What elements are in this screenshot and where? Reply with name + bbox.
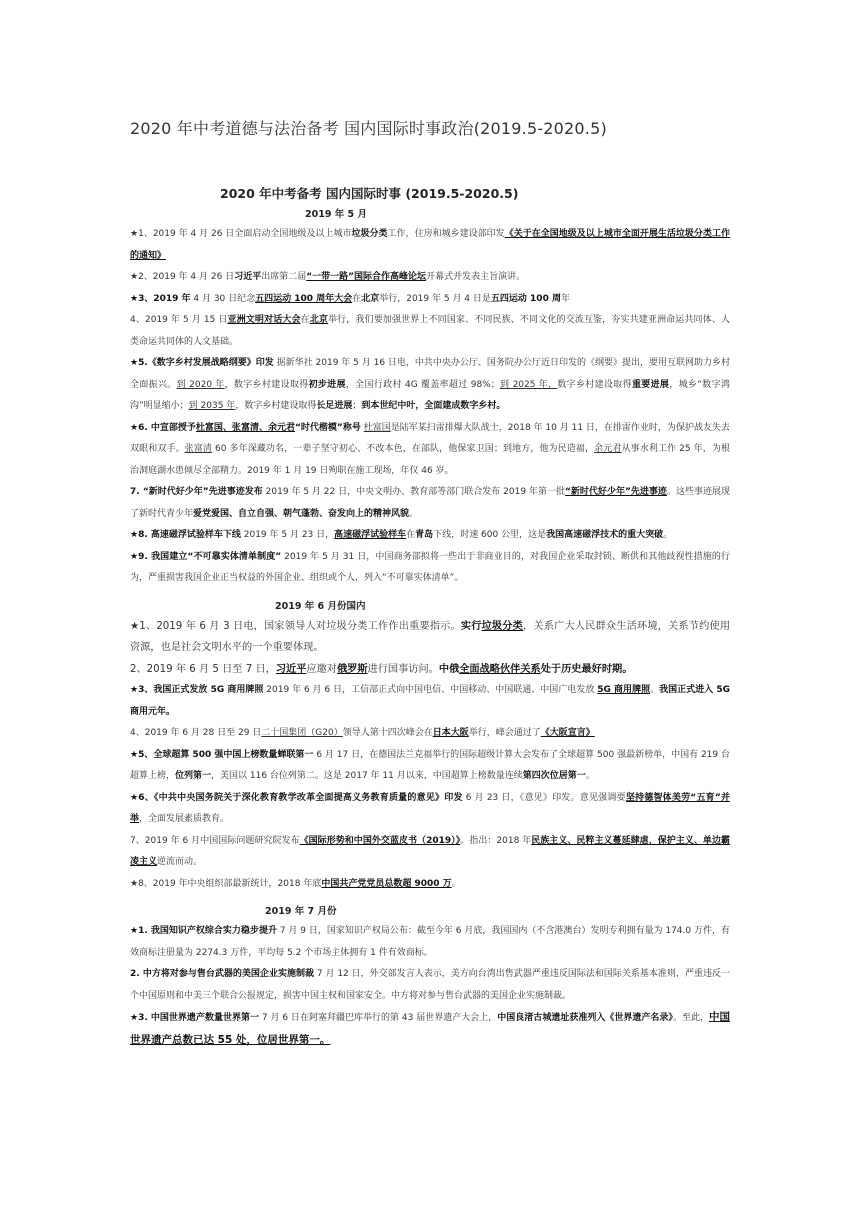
text-segment: 《国际形势和中国外交蓝皮书（2019）》 xyxy=(299,835,461,846)
news-item xyxy=(130,616,730,659)
news-item xyxy=(130,1007,730,1052)
text-segment: 坚持德智体美劳“五育”并举 xyxy=(130,792,730,824)
news-item xyxy=(130,224,730,267)
text-segment: 亚洲文明对话大会 xyxy=(227,315,301,325)
news-item xyxy=(130,659,730,681)
text-segment: 北京 xyxy=(361,293,380,304)
text-segment: 重要进展 xyxy=(631,379,670,390)
text-segment: 据新华社 2019 年 5 月 16 日电，中共中央办公厅、国务院办公厅近日印发的《纲要》提出，要用互联网助力乡村全面振兴。 xyxy=(130,358,730,390)
text-segment: 。这些事迹展现了新时代青少年 xyxy=(130,487,730,519)
text-segment: 4、2019 年 6 月 28 日至 29 日 xyxy=(130,728,262,738)
text-segment: 到本世纪中叶，全面建成数字乡村。 xyxy=(361,401,506,411)
text-segment: 6 月 23 日，《意见》印发。意见强调要 xyxy=(462,792,626,803)
text-segment: 杜富国 xyxy=(363,422,391,433)
text-segment: 张富清 xyxy=(184,444,213,454)
text-segment: 高速磁浮试验样车 xyxy=(334,530,407,540)
text-segment: ★5、全球超算 500 强中国上榜数量蝉联第一 xyxy=(130,749,314,760)
text-segment: 二十国集团（G20） xyxy=(261,728,343,738)
text-segment: ，全面发展素质教育。 xyxy=(139,814,230,824)
text-segment: ，数字乡村建设取得 xyxy=(224,379,309,390)
text-segment: “时代楷模”称号 xyxy=(294,422,361,433)
news-item xyxy=(130,289,730,311)
text-segment: ，美国以 116 台位列第二。这是 2017 年 11 月以来，中国超算上榜数量连续 xyxy=(211,771,523,781)
text-segment: 7、2019 年 6 月中国国际问题研究院发布 xyxy=(130,835,300,846)
text-segment: 6 月 17 日，在德国法兰克福举行的国际超级计算大会发布了全球超算 500 强最新榜单，中国有 219 台超算上榜， xyxy=(130,749,730,781)
text-segment: 到 2035 年 xyxy=(188,401,236,411)
text-segment: “一带一路”国际合作高峰论坛 xyxy=(306,272,427,282)
text-segment: 数字乡村建设取得 xyxy=(557,379,632,390)
text-segment: 爱党爱国、自立自强、朝气蓬勃、奋发向上的精神风貌 xyxy=(193,508,410,519)
text-segment: 到 2020 年 xyxy=(176,379,225,390)
text-segment: 北京 xyxy=(309,315,329,325)
text-segment: 7 月 12 日，外交部发言人表示，美方向台湾出售武器严重违反国际法和国际关系基本准则，严重违反一个中国原则和中美三个联合公报规定，损害中国主权和国家安全。中方将对参与售台武器的美国企业实施制裁。 xyxy=(130,969,730,1001)
document-title: 2020 年中考道德与法治备考 国内国际时事政治(2019.5-2020.5) xyxy=(130,119,607,138)
text-segment: 中国良渚古城遗址获准列入《世界遗产名录》 xyxy=(497,1013,673,1023)
news-item xyxy=(130,964,730,1007)
text-segment: 举行，峰会通过了 xyxy=(468,728,541,738)
month-heading: 2019 年 5 月 xyxy=(305,209,367,220)
text-segment: 开幕式并发表主旨演讲。 xyxy=(426,272,526,282)
news-item xyxy=(130,418,730,483)
text-segment: “新时代好少年”先进事迹 xyxy=(564,487,667,497)
text-segment: 是陆军某扫雷排爆大队战士，2018 年 10 月 11 日，在排雷作业时，为保护战友失去双眼和双手。 xyxy=(130,422,730,454)
text-segment: 2019 年 5 月 31 日，中国商务部拟将一些出于非商业目的，对我国企业采取封锁、断供和其他歧视性措施的行为，严重损害我国企业正当权益的外国企业、组织或个人，列入“不可靠实体清单”。 xyxy=(130,551,730,583)
text-segment: 年 xyxy=(560,293,570,304)
text-segment: 垃圾分类 xyxy=(481,620,524,632)
text-segment: 我国正式进入 5G 商用元年。 xyxy=(130,685,730,717)
text-segment: 《关于在全国地级及以上城市全面开展生活垃圾分类工作的通知》 xyxy=(130,229,730,261)
section-spacer xyxy=(130,590,730,598)
text-segment: ★5.《数字乡村发展战略纲要》印发 xyxy=(130,358,274,368)
text-segment: ★3、我国正式发放 5G 商用牌照 xyxy=(130,685,264,695)
text-segment: ★3. 中国世界遗产数量世界第一 xyxy=(130,1013,259,1023)
text-segment: 7 月 9 日，国家知识产权局公布：截至今年 6 月底，我国国内（不含港澳台）发明专利拥有量为 174.0 万件，有效商标注册量为 2274.3 万件，平均每 5.2 个市场主体拥有 1 件有效商标。 xyxy=(130,926,730,958)
text-segment: 在 xyxy=(300,315,310,325)
text-segment: 五四运动 100 周 xyxy=(490,293,561,304)
text-segment: 举行，我们要加强世界上不同国家、不同民族、不同文化的交流互鉴，夯实共建亚洲命运共同体、人类命运共同体的人文基础。 xyxy=(130,315,730,347)
text-segment: 中国共产党党员总数超 9000 万 xyxy=(321,878,452,889)
text-segment: ★3、2019 年 xyxy=(130,293,191,304)
news-item xyxy=(130,788,730,831)
text-segment: 出席第二届 xyxy=(261,272,307,282)
text-segment: 到 2025 年， xyxy=(499,379,558,390)
text-segment: 下线，时速 600 公里，这是 xyxy=(433,530,547,540)
text-segment: 5G 商用牌照 xyxy=(597,685,651,695)
text-segment: 4 月 30 日纪念 xyxy=(190,293,256,304)
section-spacer xyxy=(130,895,730,903)
text-segment: 举行，2019 年 5 月 4 日是 xyxy=(379,293,491,304)
text-segment: ★9. 我国建立“不可靠实体清单制度” xyxy=(130,551,282,562)
text-segment: 在 xyxy=(352,293,362,304)
text-segment: 五四运动 100 周年大会 xyxy=(255,293,353,304)
text-segment: 青岛 xyxy=(415,530,434,540)
text-segment: 处于历史最好时期。 xyxy=(540,663,633,675)
text-segment: 。 xyxy=(409,508,419,519)
text-segment: 《大阪宣言》 xyxy=(540,728,595,738)
document-body xyxy=(130,206,730,1060)
text-segment: 2019 年 5 月 23 日， xyxy=(240,530,335,540)
text-segment: ，关系广大人民群众生活环境，关系节约使用资源，也是社会文明水平的一个重要体现。 xyxy=(130,620,731,653)
text-segment: 俄罗斯 xyxy=(336,663,368,675)
news-item xyxy=(130,525,730,547)
text-segment: 7. “新时代好少年”先进事迹发布 xyxy=(130,487,263,497)
month-heading: 2019 年 6 月份国内 xyxy=(275,600,366,612)
text-segment: 应邀对 xyxy=(306,663,337,675)
section-spacer xyxy=(130,1052,730,1060)
news-item xyxy=(130,745,730,788)
news-item xyxy=(130,267,730,289)
text-segment: 位列第一 xyxy=(175,771,212,781)
news-item xyxy=(130,874,730,896)
text-segment: 进行国事访问。 xyxy=(367,663,439,675)
text-segment: 。至此， xyxy=(672,1013,709,1023)
news-item xyxy=(130,723,730,745)
text-segment: 杜富国、张富清、余元君 xyxy=(195,422,295,433)
text-segment: 。指出：2018 年 xyxy=(460,835,532,846)
text-segment: 民族主义、民粹主义蔓延肆虐，保护主义、单边霸凌主义 xyxy=(130,835,730,867)
text-segment: ★1. 我国知识产权综合实力稳步提升 xyxy=(130,926,277,936)
text-segment: 领导人第十四次峰会在 xyxy=(342,728,433,738)
news-item xyxy=(130,310,730,353)
text-segment: 实行 xyxy=(460,620,482,632)
text-segment: 60 多年深藏功名，一辈子坚守初心、不改本色，在部队，他保家卫国；到地方，他为民造福， xyxy=(212,444,595,454)
text-segment: 逆流而动。 xyxy=(157,857,203,867)
text-segment: ★8. 高速磁浮试验样车下线 xyxy=(130,530,241,540)
text-segment: ★1、2019 年 4 月 26 日全面启动全国地级及以上城市 xyxy=(130,229,352,239)
text-segment: 长足进展 xyxy=(316,401,353,411)
text-segment: ，数字乡村建设取得 xyxy=(235,401,317,411)
news-item xyxy=(130,547,730,590)
text-segment: 2019 年 5 月 22 日，中央文明办、教育部等部门联合发布 2019 年第一批 xyxy=(262,487,565,497)
news-item xyxy=(130,353,730,418)
text-segment: 从事水利工作 25 年，为根治洞庭湖水患倾尽全部精力。2019 年 1 月 19 日殉职在施工现场，年仅 46 岁。 xyxy=(130,444,730,476)
text-segment: 2019 年 6 月 6 日，工信部正式向中国电信、中国移动、中国联通、中国广电发放 xyxy=(263,685,598,695)
text-segment: ★2、2019 年 4 月 26 日 xyxy=(130,272,235,282)
text-segment: 习近平 xyxy=(234,272,262,282)
text-segment: 。 xyxy=(585,771,595,781)
text-segment: 。 xyxy=(650,685,660,695)
news-item xyxy=(130,831,730,874)
text-segment: 余元君 xyxy=(594,444,622,454)
news-item xyxy=(130,482,730,525)
text-segment: 中俄 xyxy=(438,663,460,675)
text-segment: 第四次位居第一 xyxy=(522,771,586,781)
text-segment: 日本大阪 xyxy=(432,728,469,738)
text-segment: ★8、2019 年中央组织部最新统计，2018 年底 xyxy=(130,878,322,889)
text-segment: 习近平 xyxy=(275,663,307,675)
text-segment: ★6. 中宣部授予 xyxy=(130,422,196,433)
text-segment: 初步进展 xyxy=(308,379,346,390)
text-segment: 2. 中方将对参与售台武器的美国企业实施制裁 xyxy=(130,969,314,979)
text-segment: 。 xyxy=(451,878,461,889)
text-segment: 工作，住房和城乡建设部印发 xyxy=(387,229,505,239)
month-heading: 2019 年 7 月份 xyxy=(265,906,337,917)
text-segment: ； xyxy=(352,401,362,411)
text-segment: 全面战略伙伴关系 xyxy=(459,663,541,675)
text-segment: 我国高速磁浮技术的重大突破 xyxy=(546,530,664,540)
text-segment: ，城乡“数字鸿沟”明显缩小； xyxy=(130,379,730,411)
text-segment: 4、2019 年 5 月 15 日 xyxy=(130,315,228,325)
text-segment: ★6、《中共中央国务院关于深化教育教学改革全面提高义务教育质量的意见》印发 xyxy=(130,792,463,803)
section-title: 2020 年中考备考 国内国际时事 (2019.5-2020.5) xyxy=(220,186,519,201)
text-segment: ★1、2019 年 6 月 3 日电，国家领导人对垃圾分类工作作出重要指示。 xyxy=(130,620,461,632)
text-segment: 。 xyxy=(663,530,673,540)
text-segment: 2、2019 年 6 月 5 日至 7 日， xyxy=(130,663,276,675)
news-item xyxy=(130,680,730,723)
text-segment: 中国世界遗产总数已达 55 处，位居世界第一。 xyxy=(130,1011,730,1046)
news-item xyxy=(130,921,730,964)
text-segment: ，全国行政村 4G 覆盖率超过 98%； xyxy=(345,379,500,390)
text-segment: 7 月 6 日在阿塞拜疆巴库举行的第 43 届世界遗产大会上， xyxy=(259,1013,498,1023)
text-segment: 在 xyxy=(406,530,416,540)
text-segment: 垃圾分类 xyxy=(351,229,388,239)
